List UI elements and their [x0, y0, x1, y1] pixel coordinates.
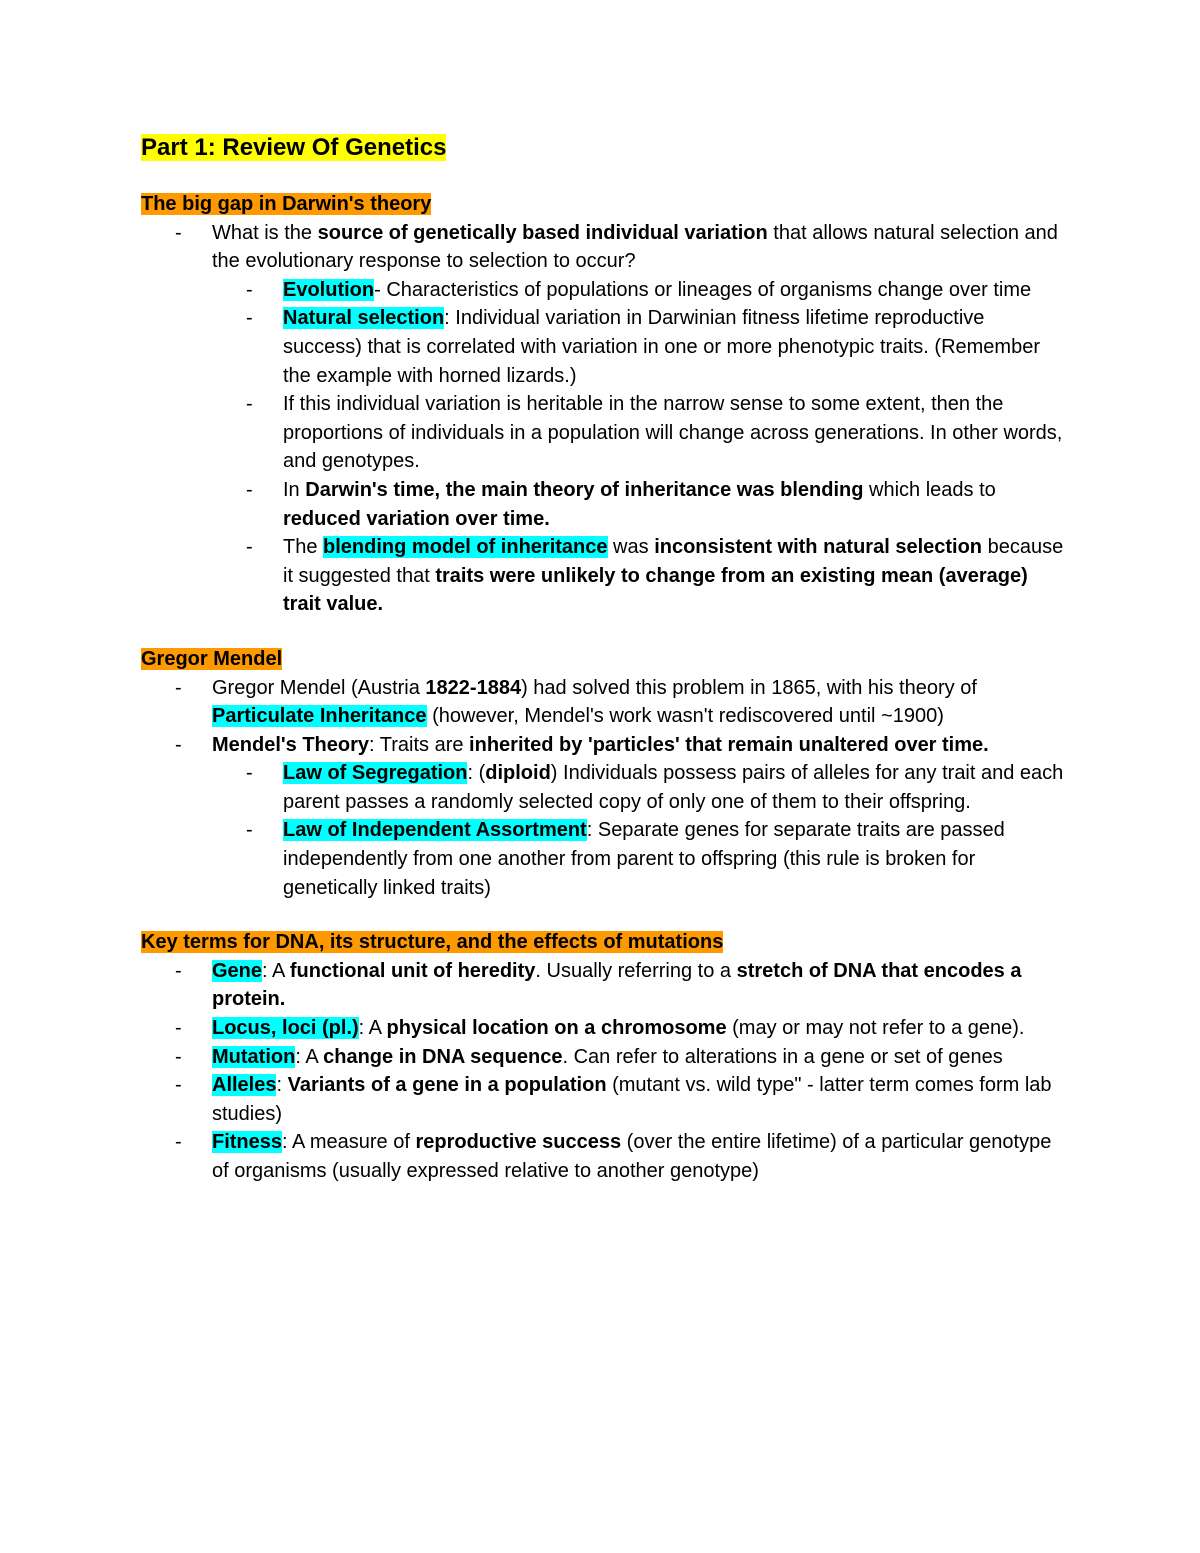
bullet-dash: - — [246, 762, 253, 785]
bullet-dash: - — [246, 536, 253, 559]
term-highlight: Evolution — [283, 278, 375, 301]
section-heading: Gregor Mendel — [141, 647, 283, 670]
bullet-dash: - — [175, 1017, 182, 1040]
term-highlight: Locus, loci (pl.) — [212, 1017, 359, 1040]
list-item-evolution: - Evolution- Characteristics of populations or lineages of organisms change over time — [212, 276, 1066, 305]
bullet-dash: - — [246, 278, 253, 301]
list-item-law-segregation: - Law of Segregation: (diploid) Individuals possess pairs of alleles for any trait and each parent passes a randomly selected copy of only one of them to their offspring. — [212, 759, 1066, 816]
term-highlight: blending model of inheritance — [323, 536, 608, 559]
list-item-law-independent-assortment: - Law of Independent Assortment: Separate genes for separate traits are passed independently from one another from parent to offspring (this rule is broken for genetically linked traits) — [212, 816, 1066, 902]
sub-bullet-list — [212, 276, 1066, 619]
list-item: - In Darwin's time, the main theory of inheritance was blending which leads to reduced variation over time. — [212, 476, 1066, 533]
list-item: - What is the source of genetically based individual variation that allows natural selection and the evolutionary response to selection to occur? - Evolution- Characteristics of populations or lineages of organisms change over time - Natural selection: Individual variation in Darwinian fitness lifetime reproductive success) that is correlated with variation in one or more phenotypic traits. (Remember the example with horned lizards.) - If this individual variation is heritable in the narrow sense to some extent, then the proportions of individuals in a population will change across generations. In other words, and genotypes. - In Darwin's time, the main theory of inheritance was blending which leads to reduced variation over time. - The blending model of inheritance was inconsistent with natural selection because it suggested that traits were unlikely to change from an existing mean (average) trait value. — [141, 219, 1066, 619]
bullet-dash: - — [246, 393, 253, 416]
list-item: - If this individual variation is heritable in the narrow sense to some extent, then the proportions of individuals in a population will change across generations. In other words, and genotypes. — [212, 390, 1066, 476]
bullet-dash: - — [175, 221, 182, 244]
list-item: - Gregor Mendel (Austria 1822-1884) had solved this problem in 1865, with his theory of Particulate Inheritance (however, Mendel's work wasn't rediscovered until ~1900) — [141, 674, 1066, 731]
bullet-dash: - — [246, 819, 253, 842]
bullet-list — [141, 957, 1066, 1186]
bullet-dash: - — [246, 307, 253, 330]
term-highlight: Law of Segregation — [283, 762, 468, 785]
term-highlight: Law of Independent Assortment — [283, 819, 587, 842]
bullet-dash: - — [175, 1131, 182, 1154]
section-key-terms — [141, 928, 1066, 1185]
page-title: Part 1: Review Of Genetics — [141, 134, 447, 161]
list-item-fitness: - Fitness: A measure of reproductive success (over the entire lifetime) of a particular genotype of organisms (usually expressed relative to another genotype) — [141, 1128, 1066, 1185]
bullet-dash: - — [246, 478, 253, 501]
bullet-dash: - — [175, 1074, 182, 1097]
section-gregor-mendel — [141, 645, 1066, 902]
section-heading: Key terms for DNA, its structure, and the effects of mutations — [141, 931, 724, 954]
document-content — [141, 128, 1066, 1186]
section-darwin-gap — [141, 190, 1066, 619]
bullet-dash: - — [175, 733, 182, 756]
list-item: - Mendel's Theory: Traits are inherited by 'particles' that remain unaltered over time. - Law of Segregation: (diploid) Individuals possess pairs of alleles for any trait and each parent passes a randomly selected copy of only one of them to their offspring. - Law of Independent Assortment: Separate genes for separate traits are passed independently from one another from parent to offspring (this rule is broken for genetically linked traits) — [141, 731, 1066, 903]
bullet-list — [141, 219, 1066, 619]
bullet-dash: - — [175, 676, 182, 699]
term-highlight: Gene — [212, 959, 263, 982]
list-item-locus: - Locus, loci (pl.): A physical location on a chromosome (may or may not refer to a gene). — [141, 1014, 1066, 1043]
bullet-list — [141, 674, 1066, 903]
bullet-dash: - — [175, 959, 182, 982]
term-highlight: Alleles — [212, 1074, 277, 1097]
bullet-dash: - — [175, 1045, 182, 1068]
term-highlight: Particulate Inheritance — [212, 705, 427, 728]
term-highlight: Mutation — [212, 1045, 296, 1068]
list-item-natural-selection: - Natural selection: Individual variation in Darwinian fitness lifetime reproductive success) that is correlated with variation in one or more phenotypic traits. (Remember the example with horned lizards.) — [212, 304, 1066, 390]
section-heading: The big gap in Darwin's theory — [141, 193, 432, 215]
list-item-mutation: - Mutation: A change in DNA sequence. Can refer to alterations in a gene or set of genes — [141, 1043, 1066, 1072]
list-item: - The blending model of inheritance was inconsistent with natural selection because it suggested that traits were unlikely to change from an existing mean (average) trait value. — [212, 533, 1066, 619]
term-highlight: Natural selection — [283, 307, 445, 330]
sub-bullet-list — [212, 759, 1066, 902]
list-item-gene: - Gene: A functional unit of heredity. Usually referring to a stretch of DNA that encodes a protein. — [141, 957, 1066, 1014]
term-highlight: Fitness — [212, 1131, 283, 1154]
list-item-alleles: - Alleles: Variants of a gene in a population (mutant vs. wild type" - latter term comes form lab studies) — [141, 1071, 1066, 1128]
